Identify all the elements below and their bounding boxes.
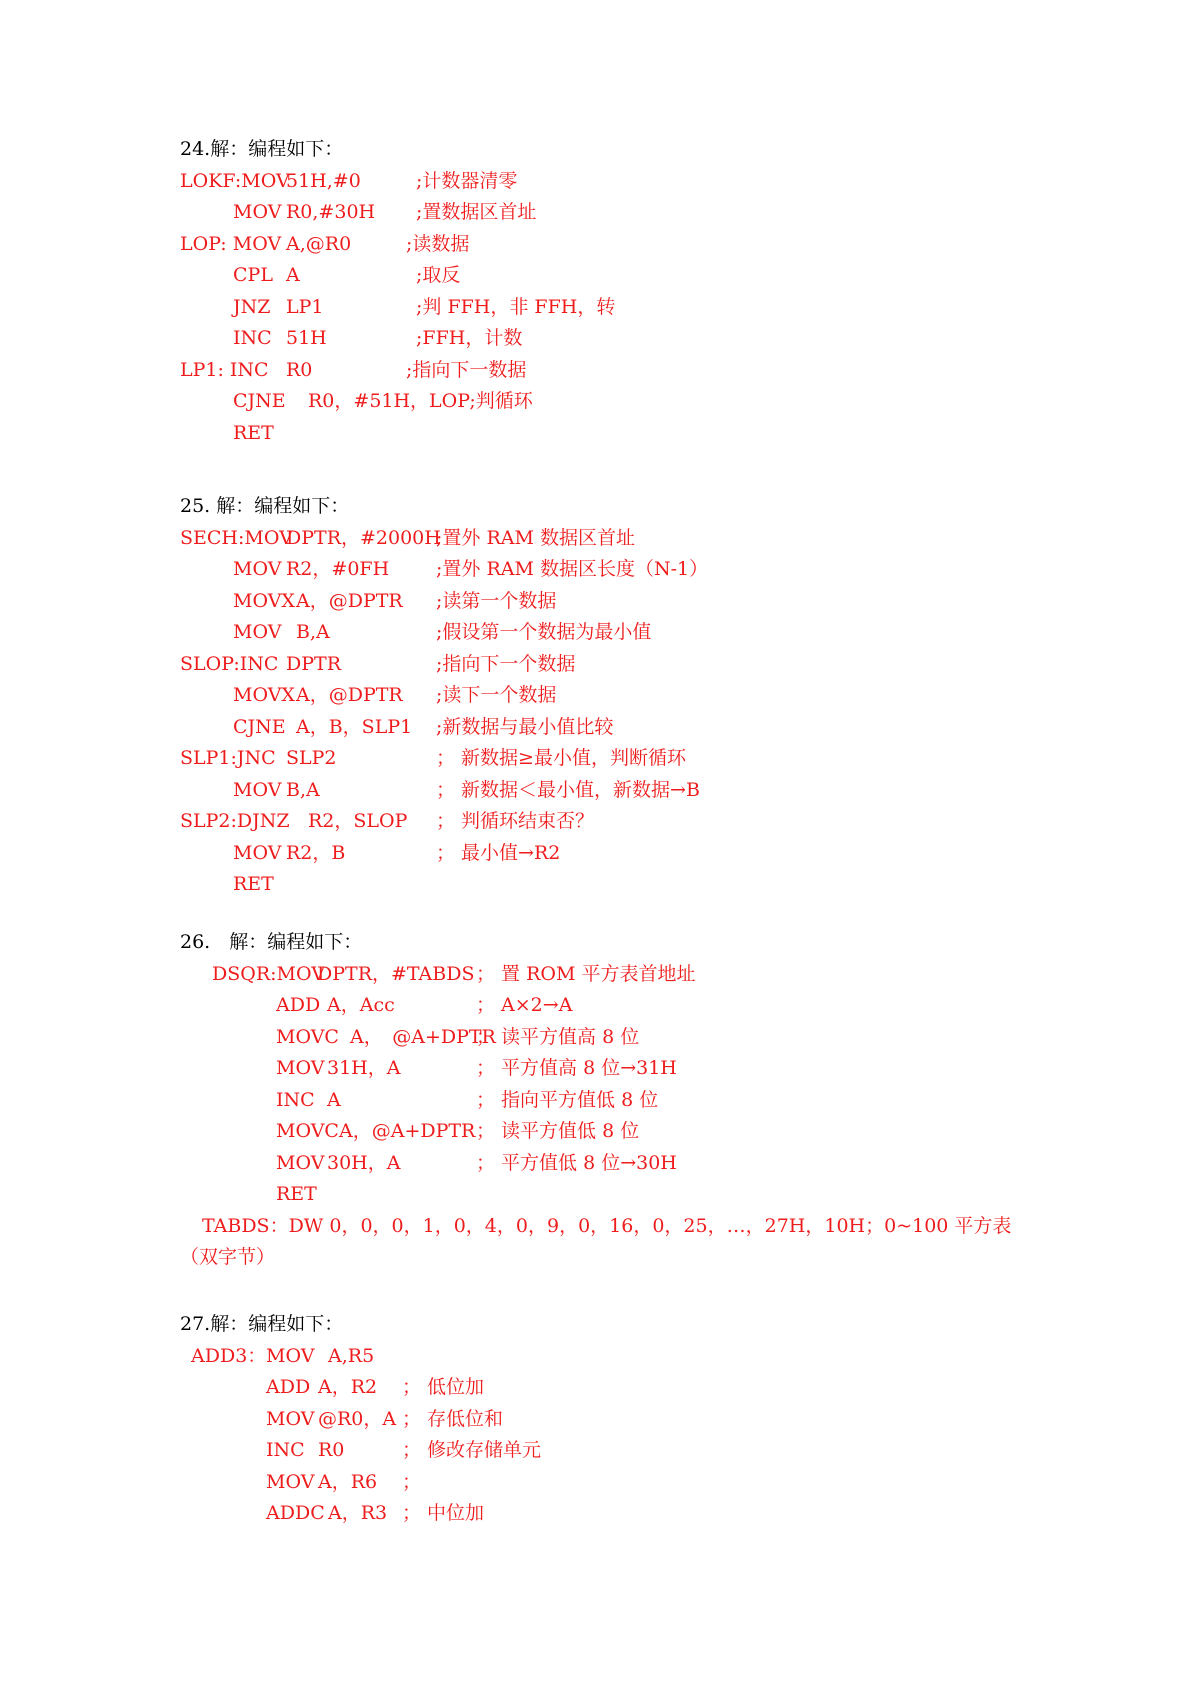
code-operand: R2，B — [286, 841, 346, 864]
code-line — [180, 1179, 1080, 1211]
code-comment: ;读第一个数据 — [436, 589, 557, 612]
code-comment: ； 平方值高 8 位→31H — [476, 1057, 677, 1079]
code-label: MOV — [233, 201, 282, 223]
code-operand: A，R6 — [318, 1470, 378, 1493]
code-label: INC — [276, 1088, 315, 1111]
section-heading: 24.解：编程如下： — [180, 138, 344, 160]
code-comment: ;FFH，计数 — [416, 327, 523, 349]
code-label: MOVC — [276, 1025, 339, 1048]
code-line — [180, 743, 1080, 775]
code-label: MOV — [233, 841, 282, 864]
code-operand: LP1 — [286, 295, 324, 318]
code-operand: MOV — [266, 1344, 315, 1367]
code-label: MOV — [233, 778, 282, 801]
code-comment: ;取反 — [416, 264, 461, 286]
code-label: ADDC — [266, 1502, 325, 1524]
code-line — [180, 523, 1080, 555]
code-label: LP1: INC — [180, 358, 269, 381]
code-comment: ； 最小值→R2 — [436, 841, 561, 864]
code-line — [180, 1372, 1080, 1404]
code-comment: ； A×2→A — [476, 994, 573, 1016]
code-comment: ； 新数据＜最小值，新数据→B — [436, 778, 700, 801]
code-label: ADD — [276, 994, 321, 1016]
code-operand: DPTR — [286, 652, 341, 675]
code-line — [180, 712, 1080, 744]
code-label: MOV — [266, 1470, 315, 1493]
code-operand: A，@DPTR — [296, 684, 403, 706]
code-operand: A，R3 — [328, 1502, 388, 1524]
code-label: LOKF:MOV — [180, 169, 290, 192]
code-label: MOV — [276, 1057, 325, 1079]
code-line — [180, 554, 1080, 586]
code-line — [180, 959, 1080, 991]
code-comment: ； 修改存储单元 — [402, 1439, 542, 1461]
code-comment: ;判 FFH，非 FFH，转 — [416, 295, 616, 318]
code-comment: ;指向下一数据 — [406, 358, 527, 381]
code-line — [180, 1498, 1080, 1530]
code-label: MOV — [276, 1151, 325, 1174]
code-label: ADD — [266, 1376, 311, 1398]
code-line — [180, 806, 1080, 838]
code-line — [180, 1435, 1080, 1467]
code-operand: R2，SLOP — [308, 810, 408, 832]
code-operand: 51H,#0 — [286, 169, 361, 192]
code-operand: A，Acc — [327, 994, 395, 1016]
code-comment: ； 中位加 — [402, 1502, 485, 1524]
code-comment: ;置外 RAM 数据区长度（N-1） — [436, 558, 709, 580]
code-label: CPL — [233, 264, 273, 286]
code-line — [180, 292, 1080, 324]
code-comment: ； 读平方值高 8 位 — [476, 1025, 640, 1048]
code-operand: A — [286, 264, 300, 286]
code-comment: ;置外 RAM 数据区首址 — [436, 526, 635, 549]
code-operand: A， @A+DPTR — [350, 1025, 496, 1048]
code-operand: DPTR，#2000H — [286, 526, 441, 549]
code-comment: ； 存低位和 — [402, 1407, 504, 1430]
code-comment: ； 置 ROM 平方表首地址 — [476, 962, 696, 985]
code-line — [180, 1341, 1080, 1373]
code-line — [180, 386, 1080, 418]
code-line — [180, 1116, 1080, 1148]
code-label: MOVC — [276, 1120, 339, 1142]
code-operand: 51H — [286, 327, 327, 349]
code-comment: ;置数据区首址 — [416, 201, 537, 223]
code-line — [180, 680, 1080, 712]
code-line — [180, 1467, 1080, 1499]
code-line — [180, 990, 1080, 1022]
code-comment: ;指向下一个数据 — [436, 652, 576, 675]
code-line — [180, 838, 1080, 870]
code-operand: 30H，A — [327, 1151, 401, 1174]
code-line — [180, 586, 1080, 618]
code-operand: A，R2 — [318, 1376, 378, 1398]
code-operand: R0 — [286, 358, 313, 381]
code-label: CJNE — [233, 715, 286, 738]
code-line — [180, 1085, 1080, 1117]
code-label: MOVX — [233, 684, 295, 706]
code-label: MOVX — [233, 589, 295, 612]
code-label: JNZ — [233, 295, 271, 318]
code-line — [180, 1022, 1080, 1054]
code-label: SLP1:JNC — [180, 747, 276, 769]
section-27 — [180, 1309, 1080, 1530]
section-25 — [180, 491, 1080, 901]
code-operand: A,@R0 — [286, 232, 352, 255]
code-line — [180, 775, 1080, 807]
code-comment: ； 平方值低 8 位→30H — [476, 1151, 677, 1174]
code-line — [180, 197, 1080, 229]
code-label: SECH:MOV — [180, 526, 293, 549]
code-operand: R0，#51H，LOP;判循环 — [308, 390, 533, 412]
code-comment: ;新数据与最小值比较 — [436, 715, 614, 738]
code-label: LOP: MOV — [180, 232, 282, 255]
code-comment: ； 新数据≥最小值，判断循环 — [436, 747, 686, 769]
code-comment: ； 读平方值低 8 位 — [476, 1120, 640, 1142]
code-operand: A，@DPTR — [296, 589, 403, 612]
code-label: MOV — [233, 558, 282, 580]
section-26 — [180, 927, 1080, 1274]
code-operand: A，B，SLP1 — [296, 715, 413, 738]
code-operand: 31H，A — [327, 1057, 401, 1079]
code-comment: ;读下一个数据 — [436, 684, 557, 706]
code-operand: A，@A+DPTR — [339, 1120, 476, 1142]
code-label: MOV — [233, 621, 282, 643]
code-operand: B,A — [296, 621, 330, 643]
tabds-table-line: TABDS：DW 0，0，0，1，0，4，0，9，0，16，0，25，…，27H，10H；0~100 平方表（双字节） — [180, 1214, 1012, 1268]
code-comment: ； — [402, 1470, 422, 1493]
section-24 — [180, 134, 1080, 449]
code-line — [180, 166, 1080, 198]
code-operand: R2，#0FH — [286, 558, 390, 580]
code-comment: ； 指向平方值低 8 位 — [476, 1088, 659, 1111]
code-operand: R0 — [318, 1439, 345, 1461]
code-comment: ;读数据 — [406, 232, 470, 255]
code-label: ADD3： — [191, 1344, 267, 1367]
code-line — [180, 649, 1080, 681]
code-label: DSQR:MOV — [212, 962, 325, 985]
code-label: MOV — [266, 1407, 315, 1430]
code-comment: ;假设第一个数据为最小值 — [436, 621, 652, 643]
code-line — [180, 1148, 1080, 1180]
code-line — [180, 323, 1080, 355]
code-comment: ； 低位加 — [402, 1376, 485, 1398]
code-label: INC — [233, 327, 272, 349]
code-line — [180, 229, 1080, 261]
code-comment: ； 判循环结束否？ — [436, 810, 595, 832]
code-label: SLP2:DJNZ — [180, 810, 290, 832]
code-line — [180, 418, 1080, 450]
section-heading: 25. 解：编程如下： — [180, 495, 350, 517]
code-operand: R0,#30H — [286, 201, 376, 223]
code-line — [180, 1053, 1080, 1085]
code-comment: ;计数器清零 — [416, 169, 518, 192]
code-line — [180, 355, 1080, 387]
code-operand: A — [327, 1088, 341, 1111]
code-line — [180, 617, 1080, 649]
code-label: INC — [266, 1439, 305, 1461]
code-label: RET — [233, 421, 274, 444]
code-label: SLOP:INC — [180, 652, 279, 675]
code-label: RET — [233, 873, 274, 895]
section-heading: 27.解：编程如下： — [180, 1313, 344, 1335]
code-operand: SLP2 — [286, 747, 337, 769]
code-operand: @R0，A — [318, 1407, 397, 1430]
code-label: CJNE — [233, 390, 286, 412]
code-label: RET — [276, 1183, 317, 1205]
code-line — [180, 869, 1080, 901]
section-heading: 26. 解：编程如下： — [180, 931, 363, 953]
code-line — [180, 260, 1080, 292]
code-line — [180, 1404, 1080, 1436]
code-operand: DPTR，#TABDS — [317, 962, 475, 985]
code-operand: B,A — [286, 778, 320, 801]
code-comment: A,R5 — [328, 1344, 375, 1367]
